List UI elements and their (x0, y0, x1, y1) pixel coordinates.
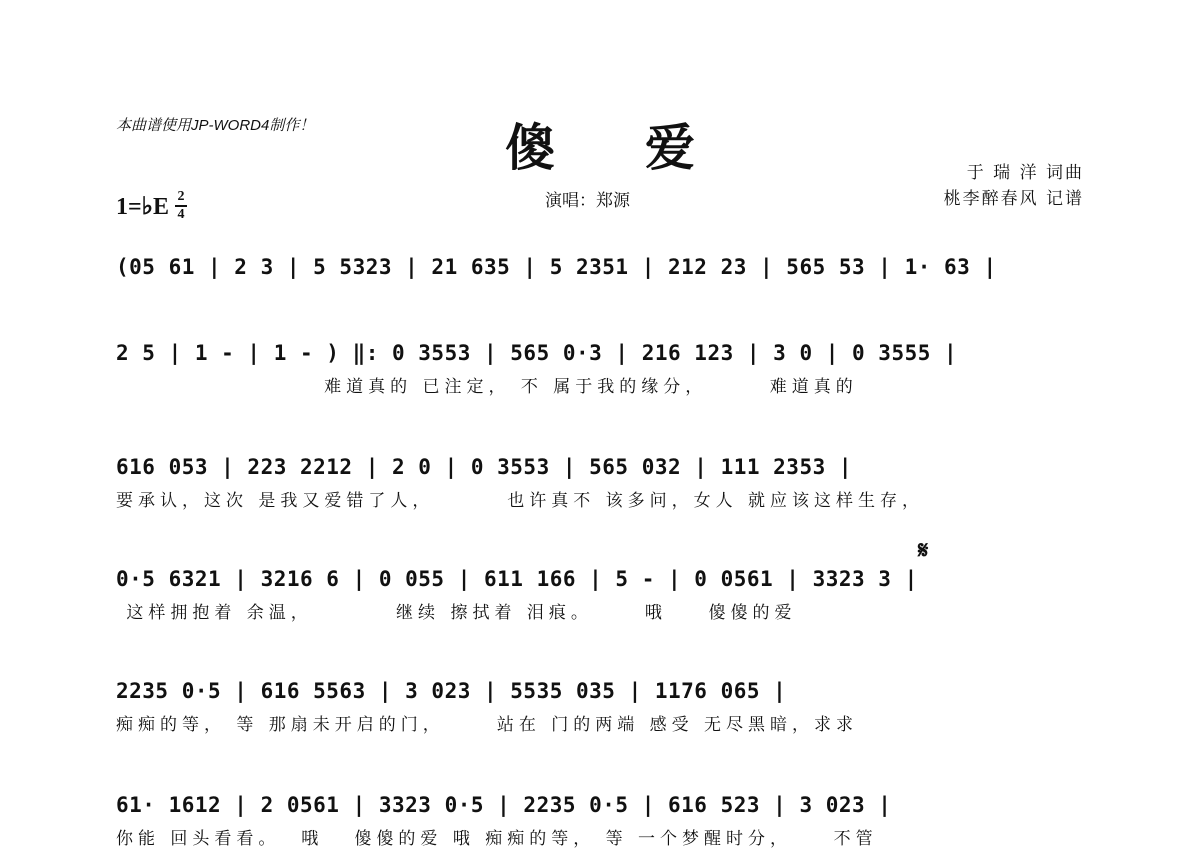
score-line-4 (116, 564, 1086, 626)
song-title: 傻爱 (505, 118, 785, 177)
singer: 演唱：郑源 (545, 191, 630, 211)
notes-line: 61· 1612 | 2 0561 | 3323 0·5 | 2235 0·5 | 616 523 | 3 023 | (116, 793, 892, 817)
lyrics-line: 要承认，这次 是我又爱错了人， 也许真不 该多问，女人 就应该这样生存， (116, 491, 925, 511)
lyrics-line: 你能 回头看看。 哦 傻傻的爱 哦 痴痴的等， 等 一个梦醒时分， 不管 (116, 829, 878, 849)
time-sig-bottom: 4 (177, 207, 185, 222)
notes-line: 616 053 | 223 2212 | 2 0 | 0 3553 | 565 032 | 111 2353 | (116, 455, 853, 479)
lyrics-line: 痴痴的等， 等 那扇未开启的门， 站在 门的两端 感受 无尽黑暗，求求 (116, 715, 859, 735)
lyricist-composer: 于 瑞 洋 词曲 (966, 163, 1084, 183)
segno-sign: 𝄋 (918, 536, 929, 564)
notes-line: (05 61 | 2 3 | 5 5323 | 21 635 | 5 2351 | 212 23 | 565 53 | 1· 63 | (116, 255, 997, 279)
score-line-6 (116, 790, 1086, 852)
score-line-5 (116, 676, 1086, 738)
authors-block (944, 160, 1084, 212)
notes-line: 0·5 6321 | 3216 6 | 0 055 | 611 166 | 5 - | 0 0561 | 3323 3 | (116, 567, 918, 591)
score-line-3 (116, 452, 1086, 514)
time-sig-top: 2 (177, 189, 185, 204)
lyrics-line: 难道真的 已注定， 不 属于我的缘分， 难道真的 (116, 377, 858, 397)
key-label: 1=♭E (116, 193, 170, 220)
score-line-2 (116, 338, 1086, 400)
key-signature (116, 190, 187, 222)
transcriber: 桃李醉春风 记谱 (943, 189, 1084, 209)
notes-line: 2235 0·5 | 616 5563 | 3 023 | 5535 035 | 1176 065 | (116, 679, 787, 703)
software-credit: 本曲谱使用JP-WORD4制作！ (116, 117, 315, 134)
lyrics-line: 这样拥抱着 余温， 继续 擦拭着 泪痕。 哦 傻傻的爱 (116, 603, 797, 623)
time-signature (175, 190, 187, 222)
score-line-1 (116, 252, 1086, 282)
notes-line: 2 5 | 1 - | 1 - ) ‖: 0 3553 | 565 0·3 | 216 123 | 3 0 | 0 3555 | (116, 341, 958, 365)
